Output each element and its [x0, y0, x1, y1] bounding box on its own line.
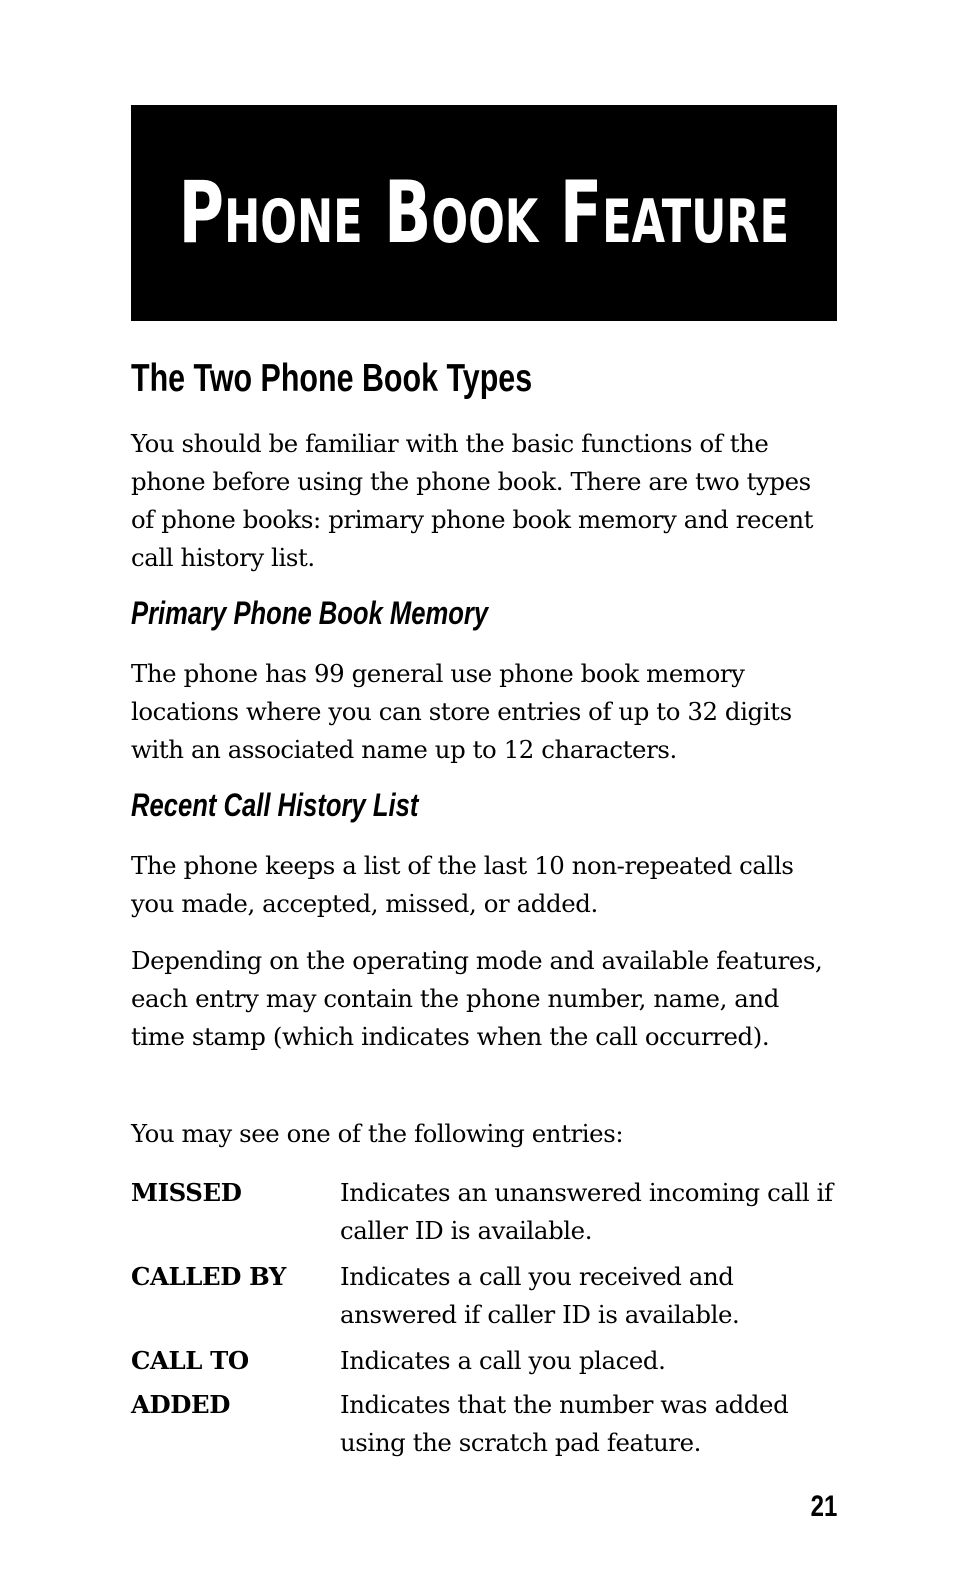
manual-page	[131, 0, 837, 1590]
entry-call-to	[131, 1342, 837, 1380]
entry-missed	[131, 1174, 837, 1250]
entry-description: Indicates that the number was added using the scratch pad feature.	[340, 1390, 789, 1457]
intro-paragraph: You should be familiar with the basic functions of the phone before using the phone book. There are two types of phone books: primary phone book memory and recent call history list.	[131, 429, 814, 572]
entry-term: CALL TO	[131, 1346, 249, 1375]
page-number: 21	[810, 1490, 837, 1523]
entry-added	[131, 1386, 837, 1462]
entry-term: CALLED BY	[131, 1262, 286, 1291]
primary-memory-heading: Primary Phone Book Memory	[131, 595, 489, 631]
entry-description: Indicates a call you placed.	[340, 1346, 666, 1375]
entry-description: Indicates a call you received and answered if caller ID is available.	[340, 1262, 740, 1329]
entry-term: MISSED	[131, 1178, 242, 1207]
entry-description: Indicates an unanswered incoming call if caller ID is available.	[340, 1178, 833, 1245]
entry-term: ADDED	[131, 1390, 230, 1419]
entry-called-by	[131, 1258, 837, 1334]
entry-contents-paragraph: Depending on the operating mode and available features, each entry may contain the phone number, name, and time stamp (which indicates when the call occurred).	[131, 946, 823, 1051]
chapter-title: Phone Book Feature	[178, 163, 790, 263]
primary-memory-paragraph: The phone has 99 general use phone book memory locations where you can store entries of up to 32 digits with an associated name up to 12 characters.	[131, 659, 792, 764]
recent-history-heading: Recent Call History List	[131, 787, 419, 823]
entry-type-list	[131, 1174, 837, 1462]
entries-intro-paragraph: You may see one of the following entries:	[131, 1119, 624, 1148]
chapter-banner	[131, 105, 837, 321]
recent-history-paragraph: The phone keeps a list of the last 10 non-repeated calls you made, accepted, missed, or added.	[131, 851, 794, 918]
section-heading: The Two Phone Book Types	[131, 357, 533, 400]
